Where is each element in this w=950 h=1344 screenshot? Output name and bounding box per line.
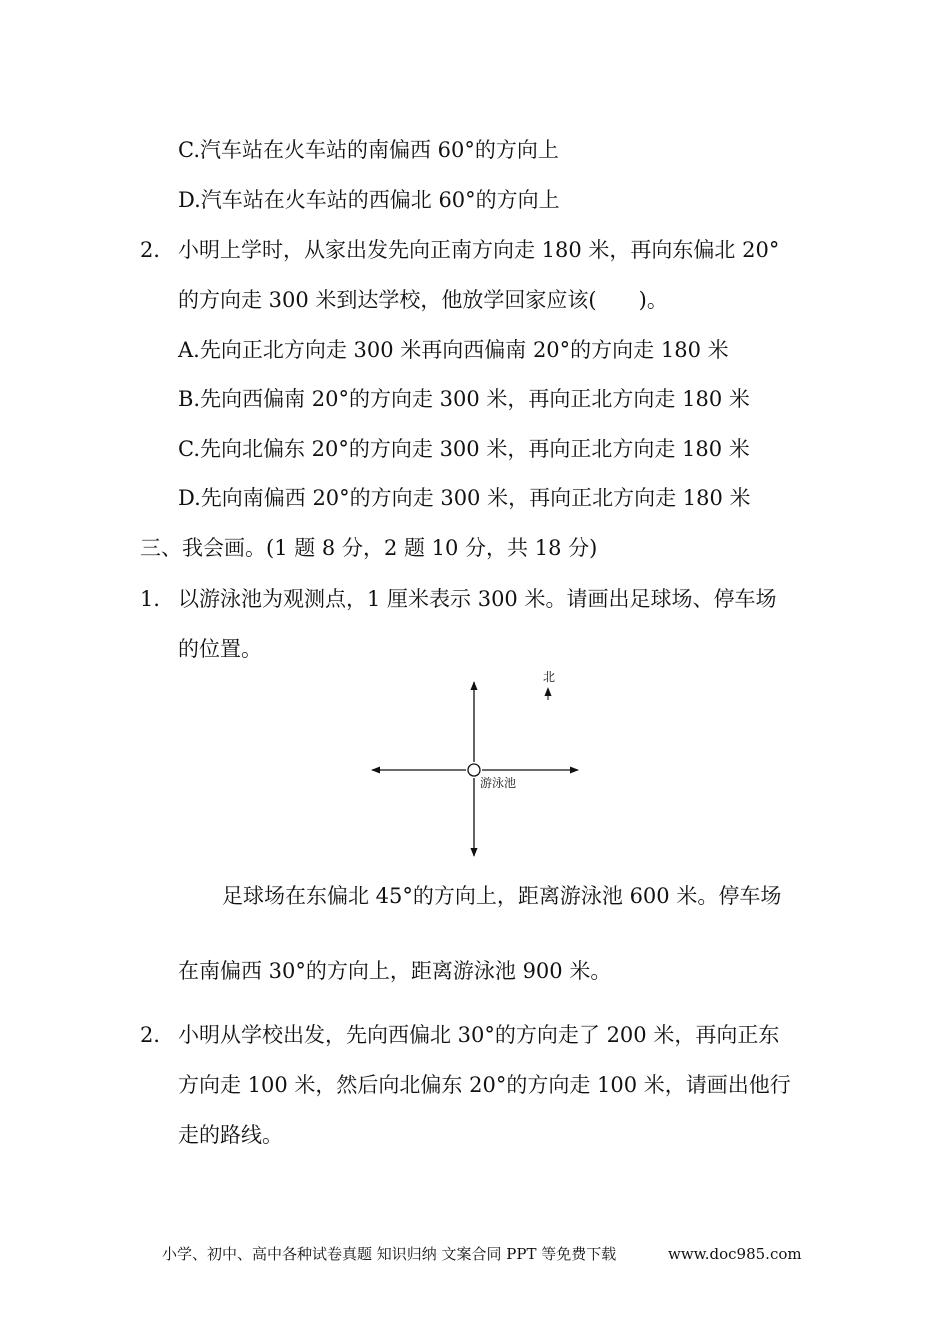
problem-2-line-3: 走的路线。 <box>178 1123 283 1147</box>
problem-1-description-line-1: 足球场在东偏北 45°的方向上，距离游泳池 600 米。停车场 <box>222 884 782 908</box>
problem-1-number: 1． <box>140 587 175 611</box>
question-2-line-2: 的方向走 300 米到达学校，他放学回家应该( )。 <box>178 288 668 312</box>
option-d-q1: D.汽车站在火车站的西偏北 60°的方向上 <box>178 188 560 212</box>
option-d-q2: D.先向南偏西 20°的方向走 300 米，再向正北方向走 180 米 <box>178 486 751 510</box>
north-label: 北 <box>543 670 556 684</box>
pool-center-point <box>468 764 480 776</box>
section-3-title: 三、我会画。(1 题 8 分，2 题 10 分，共 18 分) <box>140 536 598 560</box>
option-b-q2: B.先向西偏南 20°的方向走 300 米，再向正北方向走 180 米 <box>178 387 750 411</box>
problem-1-line-2: 的位置。 <box>178 637 262 661</box>
question-2-number: 2． <box>140 238 175 262</box>
option-c-q2: C.先向北偏东 20°的方向走 300 米，再向正北方向走 180 米 <box>178 437 750 461</box>
compass-diagram <box>360 660 600 865</box>
problem-2-line-1: 小明从学校出发，先向西偏北 30°的方向走了 200 米，再向正东 <box>178 1023 780 1047</box>
problem-1-line-1: 以游泳池为观测点，1 厘米表示 300 米。请画出足球场、停车场 <box>178 587 777 611</box>
footer-url[interactable]: www.doc985.com <box>668 1245 802 1263</box>
problem-1-description-line-2: 在南偏西 30°的方向上，距离游泳池 900 米。 <box>178 959 612 983</box>
question-2-line-1: 小明上学时，从家出发先向正南方向走 180 米，再向东偏北 20° <box>178 238 780 262</box>
pool-label: 游泳池 <box>480 776 517 790</box>
option-a-q2: A.先向正北方向走 300 米再向西偏南 20°的方向走 180 米 <box>178 338 729 362</box>
problem-2-number: 2． <box>140 1023 175 1047</box>
problem-2-line-2: 方向走 100 米，然后向北偏东 20°的方向走 100 米，请画出他行 <box>178 1073 791 1097</box>
footer-text: 小学、初中、高中各种试卷真题 知识归纳 文案合同 PPT 等免费下载 <box>162 1245 617 1263</box>
option-c-q1: C.汽车站在火车站的南偏西 60°的方向上 <box>178 138 559 162</box>
